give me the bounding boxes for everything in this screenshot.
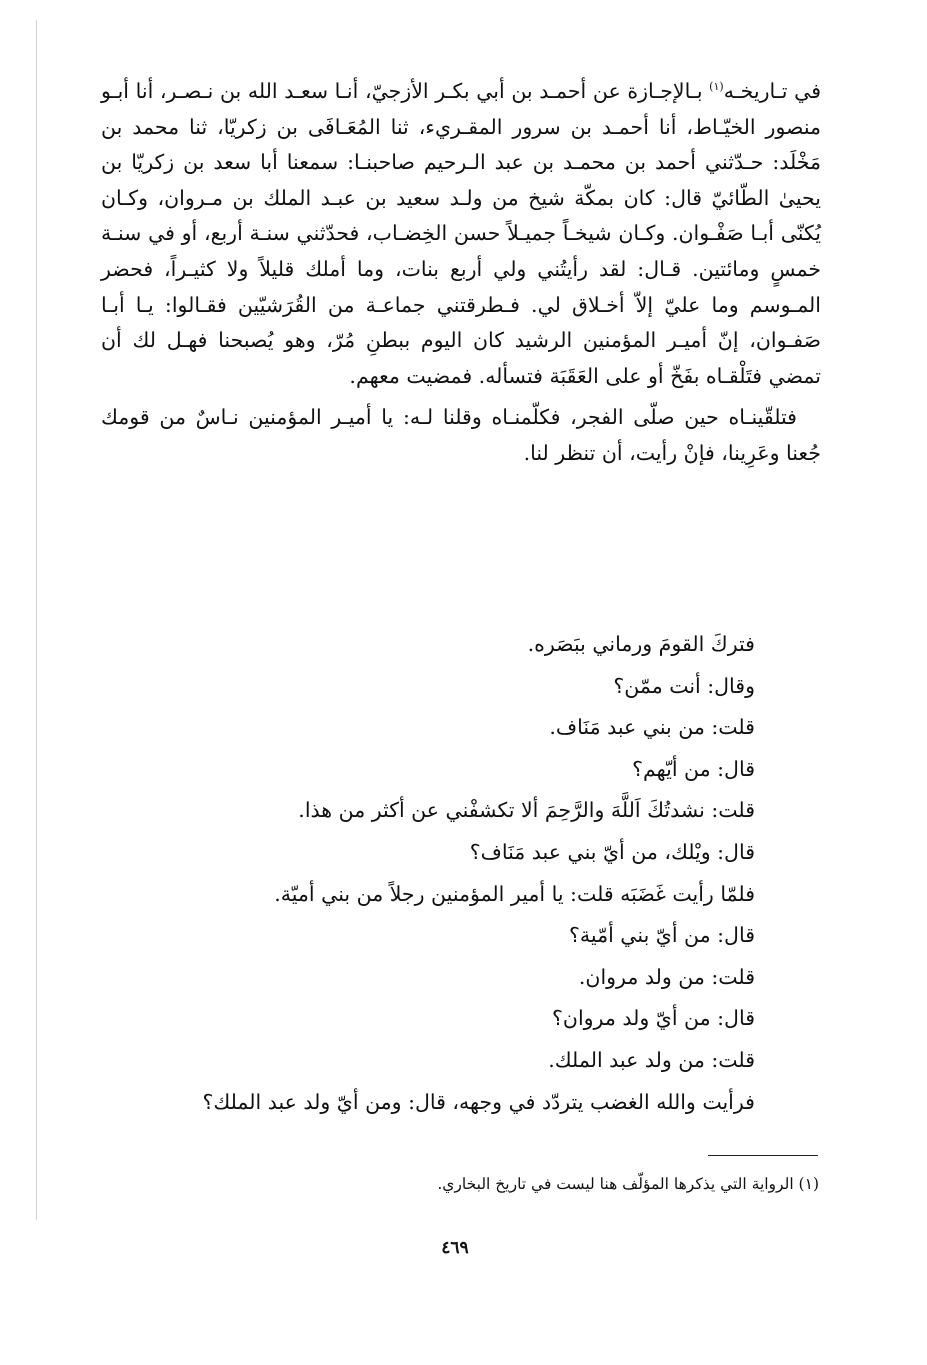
paragraph-1-start: في تـاريخـه [723, 79, 821, 103]
page-edge-line [36, 20, 37, 1220]
paragraph-1 [101, 74, 821, 394]
dialogue-line: قلت: من ولد عبد الملك. [548, 1047, 755, 1072]
dialogue-line: قلت: نشدتُكَ اَللَّهَ والرَّحِمَ ألا تكشفْني عن أكثر من هذا. [298, 798, 755, 823]
footnote-marker: (١) [709, 80, 724, 94]
dialogue-line: قال: من أيّهم؟ [632, 756, 755, 781]
dialogue-line: قال: من أيّ بني أمّية؟ [569, 923, 755, 948]
dialogue-line: قلت: من ولد مروان. [578, 964, 755, 989]
paragraph-2: فتلقّينـاه حين صلّى الفجر، فكلّمنـاه وقلنا لـه: يا أميـر المؤمنين نـاسٌ من قومك جُعنا وعَرِينا، فإنْ رأيت، أن تنظر لنا. [101, 405, 821, 465]
dialogue-line: قال: من أيّ ولد مروان؟ [552, 1006, 755, 1031]
dialogue-line: قال: ويْلك، من أيّ بني عبد مَنَاف؟ [469, 839, 755, 864]
dialogue-line: فرأيت والله الغضب يتردّد في وجهه، قال: ومن أيّ ولد عبد الملك؟ [202, 1089, 755, 1114]
page-number: ٤٦٩ [441, 1238, 469, 1258]
dialogue-line: فلمّا رأيت غَضَبَه قلت: يا أمير المؤمنين رجلاً من بني أميّة. [274, 881, 755, 906]
main-text [101, 74, 821, 472]
dialogue-block [115, 624, 755, 1123]
footnote: (١) الرواية التي يذكرها المؤلّف هنا ليست في تاريخ البخاري. [437, 1175, 819, 1193]
footnote-separator [708, 1155, 818, 1156]
dialogue-line: قلت: من بني عبد مَنَاف. [549, 715, 755, 740]
paragraph-1-rest: بـالإجـازة عن أحمـد بن أبي بكـر الأزجيّ، أنـا سعـد الله بن نـصـر، أنا أبـو منصور الخيّـاط، أنا أحمـد بن سرور المقـريء، ثنا المُعَـافَى بن زكريّا، ثنا محمد بن مَخْلَد: حـدّثني أحمد بن محمـد بن عبد الـرحيم صاحبنـا: سمعنا أبا سعد بن زكريّا بن يحيىٰ الطّائيّ قال: كان بمكّة شيخ من ولـد سعيد بن عبـد الملك بن مـروان، وكـان يُكنّى أبـا صَفْـوان. وكـان شيخـاً جميـلاً حسن الخِضـاب، فحدّثني سنـة أربع، أو في سنـة خمسٍ ومائتين. قـال: لقد رأيتُني ولي أربع بنات، وما أملك قليلاً ولا كثيـراً، فحضر المـوسم وما عليّ إلاّ أخـلاق لي. فـطرقتني جماعـة من القُرَشيّين فقـالوا: يـا أبـا صَفـوان، إنّ أميـر المؤمنين الرشيد كان اليوم ببطنِ مُرّ، وهو يُصبحنا فهـل لك أن تمضي فتَلْقـاه بفَخّ أو على العَقَبَة فتسأله. فمضيت معهم. [101, 79, 821, 388]
dialogue-line: فتركَ القومَ ورماني ببَصَره. [527, 632, 755, 656]
dialogue-line: وقال: أنت ممّن؟ [613, 673, 755, 698]
